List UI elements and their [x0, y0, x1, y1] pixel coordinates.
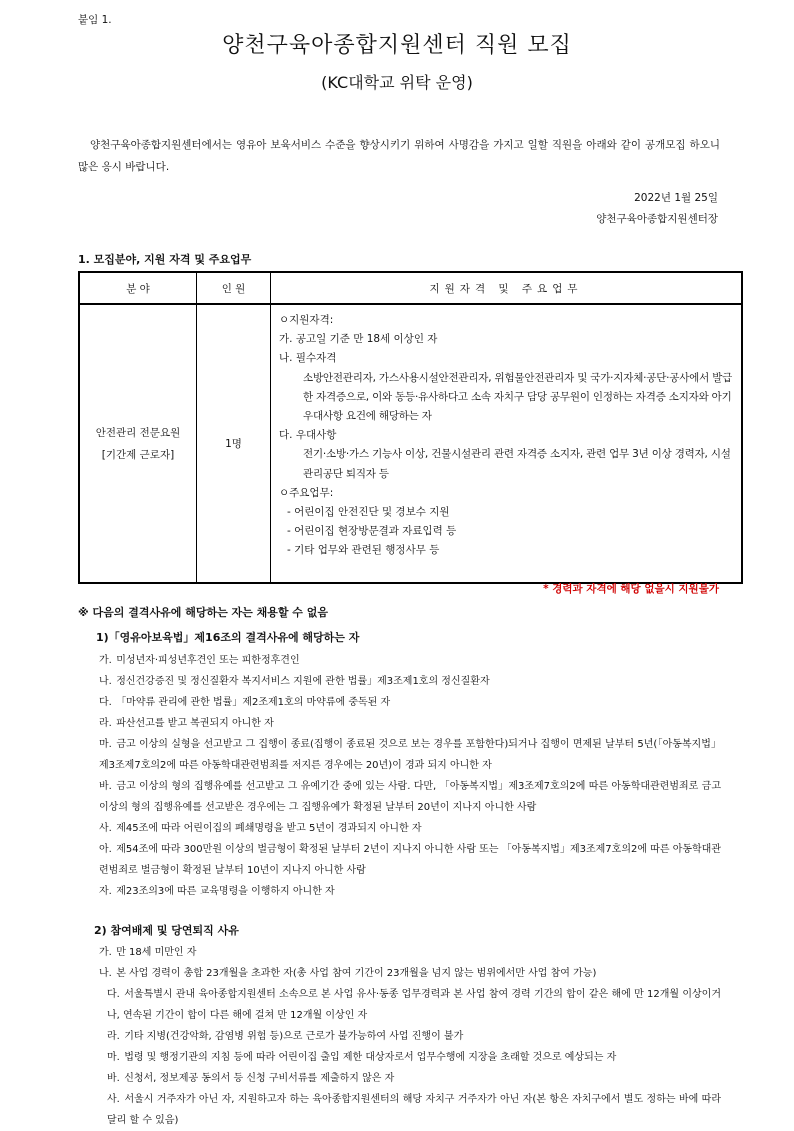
list-marker: 아.	[99, 844, 112, 855]
list-marker: 라.	[107, 1031, 120, 1042]
list-marker: 자.	[99, 886, 112, 897]
duties-cell	[271, 304, 743, 583]
list-text: 기타 지병(건강악화, 감염병 위험 등)으로 근로가 불가능하여 사업 진행이 불가	[124, 1031, 464, 1042]
issuer-name: 양천구육아종합지원센터장	[596, 213, 718, 225]
field-type: [기간제 근로자]	[101, 448, 175, 461]
duty-line: - 기타 업무와 관련된 행정사무 등	[287, 544, 440, 557]
recruitment-table	[78, 271, 743, 584]
list-item	[99, 942, 721, 963]
list-text: 서울특별시 관내 육아종합지원센터 소속으로 본 사업 유사·동종 업무경력과 본 사업 참여 경력 기간의 합이 같은 해에 만 12개월 이상이거나, 연속된 기간이 합이 다른 해에 걸쳐 만 12개월 이상인 자	[107, 989, 721, 1021]
list-marker: 가.	[99, 655, 112, 666]
list-text: 「마약류 관리에 관한 법률」제2조제1호의 마약류에 중독된 자	[116, 697, 391, 708]
list-item	[99, 1089, 721, 1131]
page-title: 양천구육아종합지원센터 직원 모집	[222, 33, 572, 58]
list-item	[99, 650, 721, 671]
list-text: 정신건강증진 및 정신질환자 복지서비스 지원에 관한 법률」제3조제1호의 정신질환자	[116, 676, 490, 687]
announcement-date: 2022년 1월 25일	[634, 192, 718, 204]
section-1-heading: 1. 모집분야, 지원 자격 및 주요업무	[78, 253, 252, 266]
table-note: * 경력과 자격에 해당 없을시 지원불가	[543, 583, 719, 595]
list-item	[99, 713, 721, 734]
header-duties: 지원자격 및 주요업무	[271, 272, 743, 304]
list-marker: 나.	[99, 676, 112, 687]
list-marker: 사.	[99, 823, 112, 834]
list-text: 금고 이상의 형의 집행유예를 선고받고 그 유예기간 중에 있는 사람. 다만, 「아동복지법」제3조제7호의2에 따른 아동학대관련범죄로 금고 이상의 형의 집행유예를 선고받은 경우에는 그 집행유예가 확정된 날부터 20년이 지나지 아니한 사람	[99, 781, 721, 813]
page-subtitle: (KC대학교 위탁 운영)	[321, 73, 473, 92]
list-text: 서울시 거주자가 아닌 자, 지원하고자 하는 육아종합지원센터의 해당 자치구 거주자가 아닌 자(본 항은 자치구에서 별도 정하는 바에 따라 달리 할 수 있음)	[107, 1094, 722, 1126]
list-text: 제23조의3에 따른 교육명령을 이행하지 아니한 자	[116, 886, 335, 897]
list-text: 파산선고를 받고 복권되지 아니한 자	[116, 718, 274, 729]
duty-line: ㅇ주요업무:	[279, 486, 334, 499]
list-item	[99, 1047, 721, 1068]
list-marker: 가.	[99, 947, 112, 958]
list-item	[99, 671, 721, 692]
list-item	[99, 692, 721, 713]
list-marker: 바.	[107, 1073, 120, 1084]
exclusion-list	[99, 942, 721, 1131]
intro-paragraph: 양천구육아종합지원센터에서는 영유아 보육서비스 수준을 향상시키기 위하여 사명감을 가지고 일할 직원을 아래와 같이 공개모집 하오니 많은 응시 바랍니다.	[78, 139, 720, 173]
list-marker: 마.	[107, 1052, 120, 1063]
list-text: 제54조에 따라 300만원 이상의 벌금형이 확정된 날부터 2년이 지나지 아니한 사람 또는 「아동복지법」제3조제7호의2에 따른 아동학대관련범죄로 벌금형이 확정된 날부터 10년이 지나지 아니한 사람	[99, 844, 721, 876]
list-marker: 다.	[99, 697, 112, 708]
list-marker: 다.	[107, 989, 120, 1000]
list-item	[99, 881, 721, 902]
count-cell: 1명	[197, 304, 271, 583]
list-text: 금고 이상의 실형을 선고받고 그 집행이 종료(집행이 종료된 것으로 보는 경우를 포함한다)되거나 집행이 면제된 날부터 5년(「아동복지법」제3조제7호의2에 따른 아동학대관련범죄를 저지른 경우에는 20년)이 경과 되지 아니한 자	[99, 739, 721, 771]
list-item	[99, 839, 721, 881]
list-marker: 마.	[99, 739, 112, 750]
list-item	[99, 734, 721, 776]
field-cell	[79, 304, 197, 583]
list-item	[99, 776, 721, 818]
list-text: 제45조에 따라 어린이집의 폐쇄명령을 받고 5년이 경과되지 아니한 자	[116, 823, 422, 834]
duty-line: 전기·소방·가스 기능사 이상, 건물시설관리 관련 자격증 소지자, 관련 업무 3년 이상 경력자, 시설관리공단 퇴직자 등	[303, 448, 731, 480]
duty-line: 다. 우대사항	[279, 429, 337, 442]
duty-line: - 어린이집 현장방문결과 자료입력 등	[287, 525, 457, 538]
disqualification-heading: ※ 다음의 결격사유에 해당하는 자는 채용할 수 없음	[78, 606, 329, 619]
subsection-2-heading: 2) 참여배제 및 당연퇴직 사유	[94, 924, 239, 937]
duty-line: 가. 공고일 기준 만 18세 이상인 자	[279, 333, 438, 346]
duty-line: ㅇ지원자격:	[279, 314, 334, 326]
list-marker: 사.	[107, 1094, 120, 1105]
attachment-label: 붙임 1.	[78, 14, 112, 26]
header-field: 분 야	[79, 272, 197, 304]
list-item	[99, 1068, 721, 1089]
header-count: 인 원	[197, 272, 271, 304]
table-row	[79, 304, 742, 583]
disqualification-list	[99, 650, 721, 902]
list-item	[99, 984, 721, 1026]
table-header-row	[79, 272, 742, 304]
list-text: 만 18세 미만인 자	[116, 947, 197, 958]
list-text: 미성년자·피성년후견인 또는 피한정후견인	[116, 655, 300, 666]
field-name: 안전관리 전문요원	[95, 426, 181, 439]
list-text: 본 사업 경력이 총합 23개월을 초과한 자(총 사업 참여 기간이 23개월을 넘지 않는 범위에서만 사업 참여 가능)	[116, 968, 597, 979]
list-marker: 나.	[99, 968, 112, 979]
list-text: 신청서, 정보제공 동의서 등 신청 구비서류를 제출하지 않은 자	[124, 1073, 395, 1084]
duty-line: 소방안전관리자, 가스사용시설안전관리자, 위험물안전관리자 및 국가·지자체·공단·공사에서 발급한 자격증으로, 이와 동등·유사하다고 소속 자치구 담당 공무원이 인정하는 자격증 소지자와 아기 우대사항 요건에 해당하는 자	[303, 371, 733, 423]
list-text: 법령 및 행정기관의 지침 등에 따라 어린이집 출입 제한 대상자로서 업무수행에 지장을 초래할 것으로 예상되는 자	[124, 1052, 617, 1063]
list-item	[99, 963, 721, 984]
duty-line: 나. 필수자격	[279, 352, 337, 365]
duty-line: - 어린이집 안전진단 및 경보수 지원	[287, 506, 450, 519]
list-item	[99, 818, 721, 839]
subsection-1-heading: 1)「영유아보육법」제16조의 결격사유에 해당하는 자	[96, 631, 360, 644]
list-marker: 바.	[99, 781, 112, 792]
list-marker: 라.	[99, 718, 112, 729]
list-item	[99, 1026, 721, 1047]
